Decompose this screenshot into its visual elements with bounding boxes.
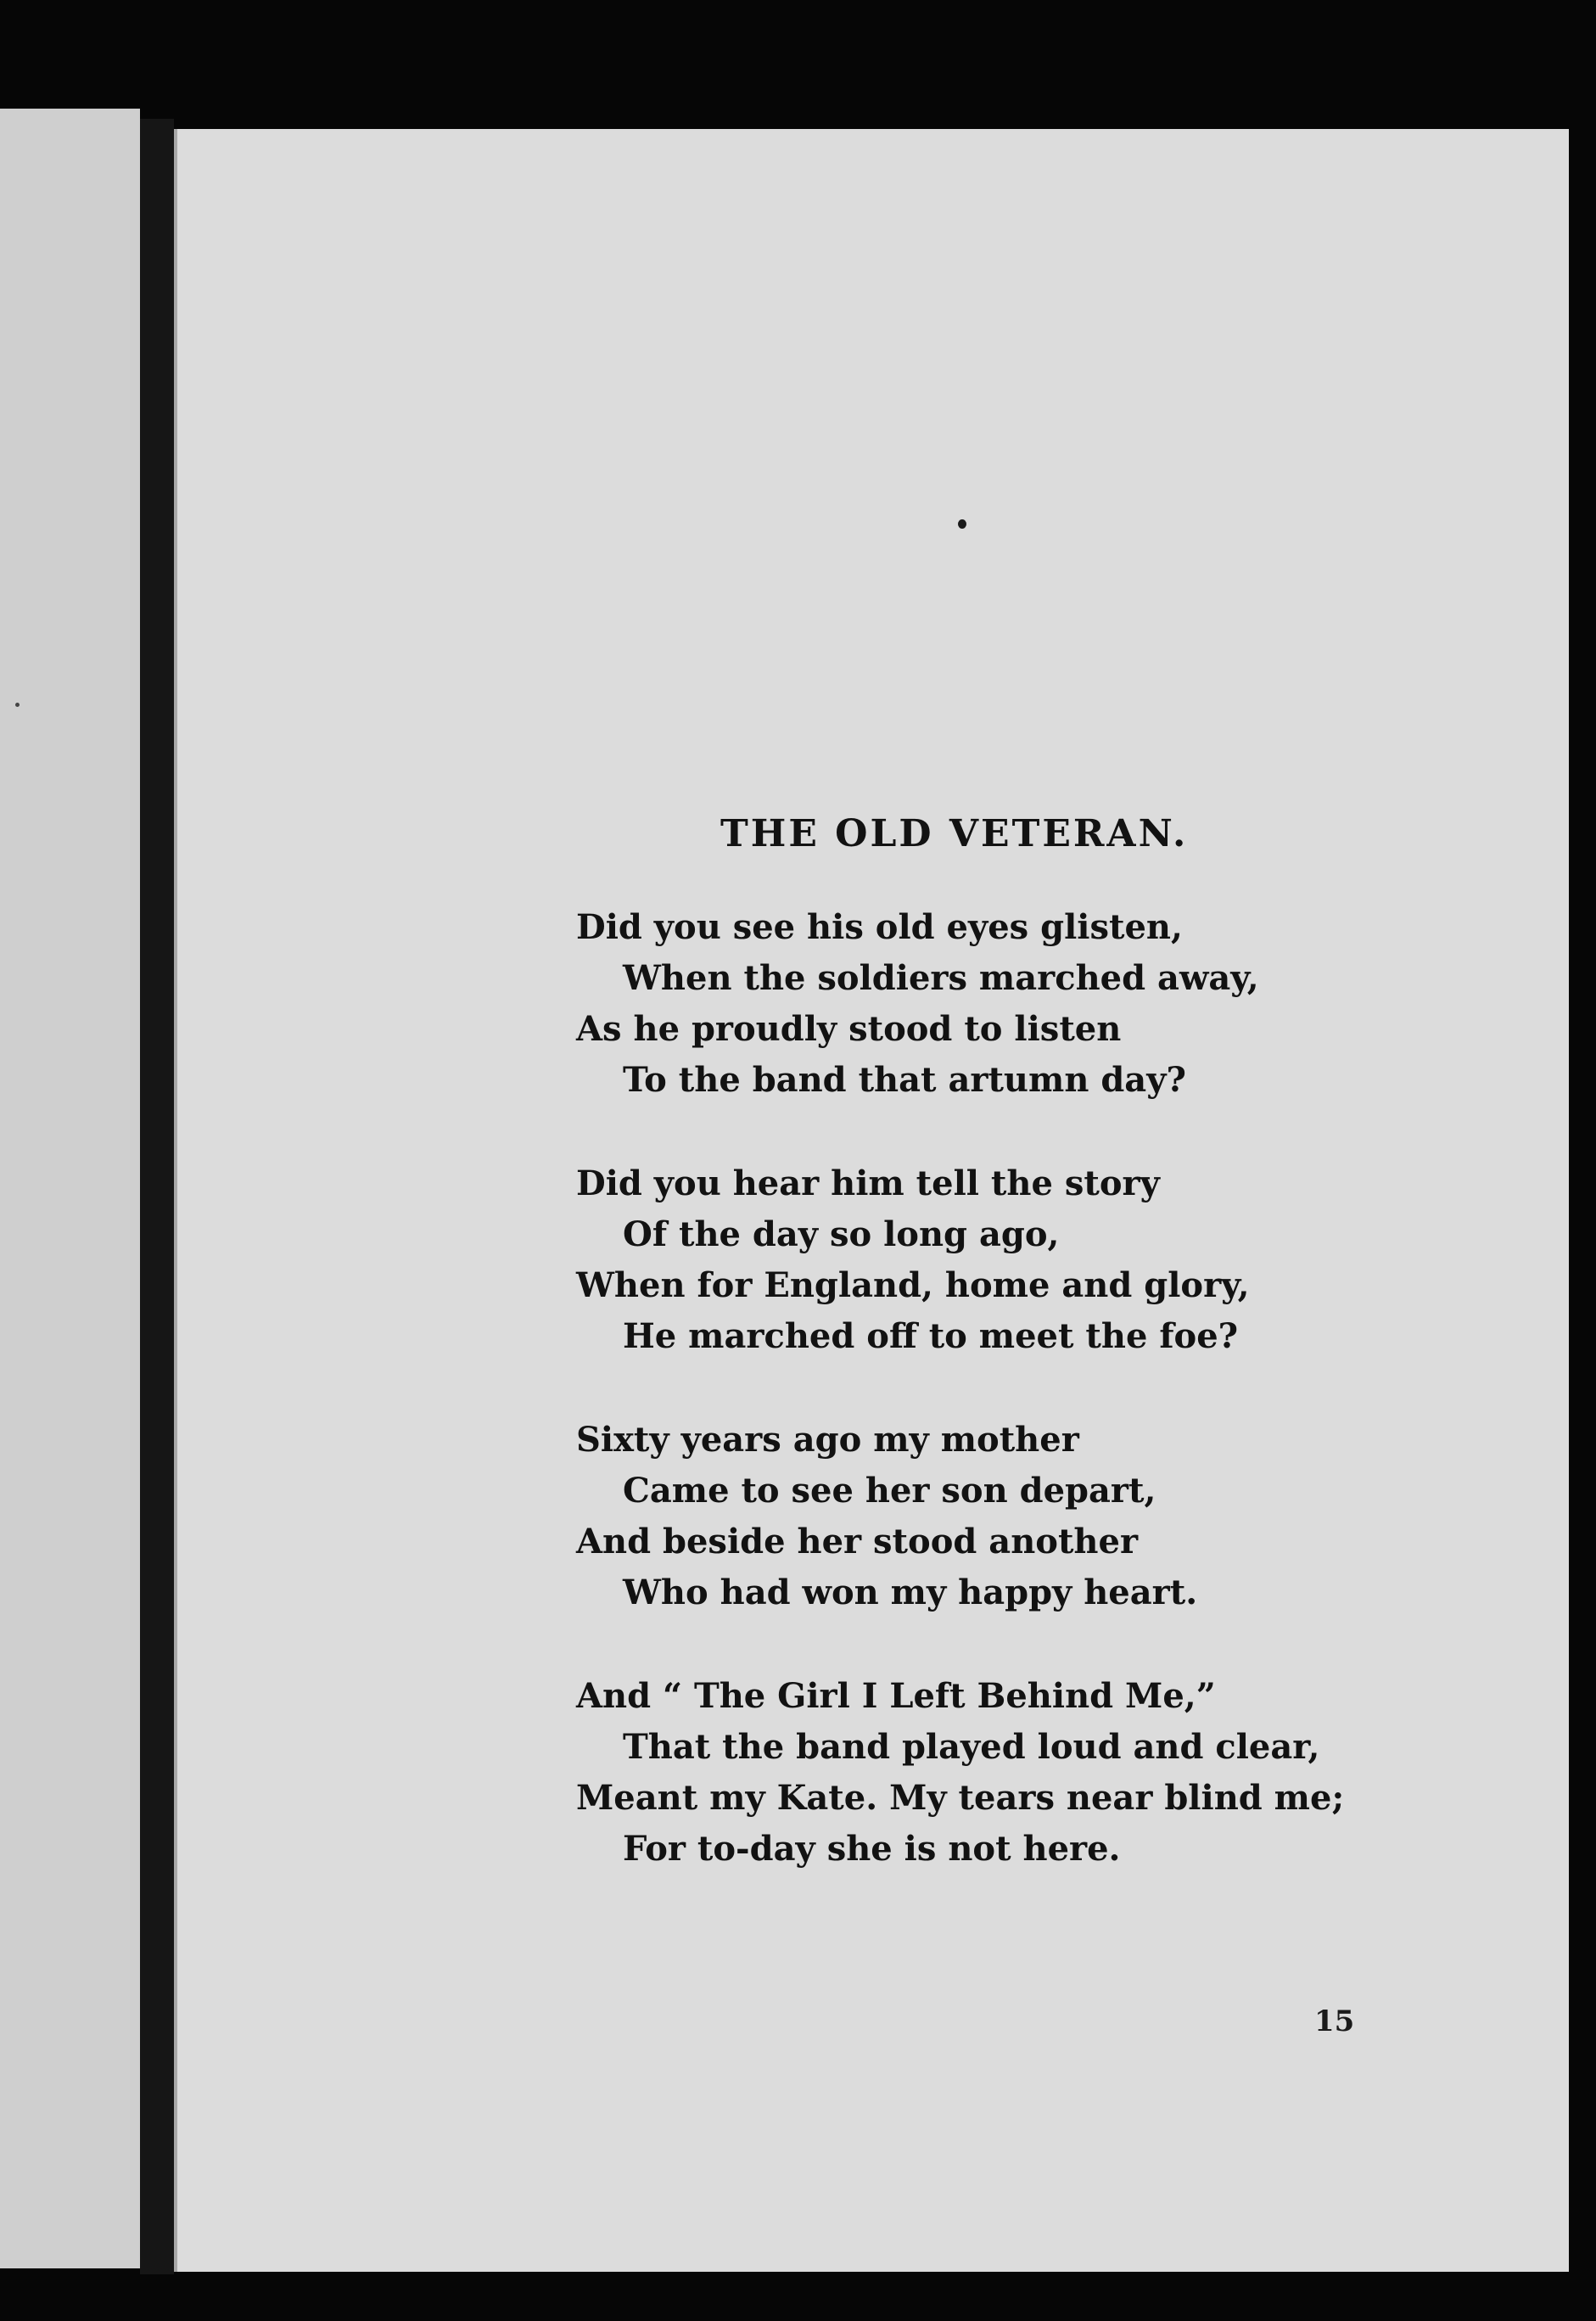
poem-title: THE OLD VETERAN. — [720, 812, 1189, 855]
stanza-3 — [576, 1415, 1509, 1618]
poem-line: Who had won my happy heart. — [623, 1573, 1198, 1612]
left-page-edge — [0, 109, 140, 2268]
poem-line: And “ The Girl I Left Behind Me,” — [576, 1676, 1216, 1716]
poem-line: And beside her stood another — [576, 1522, 1139, 1561]
stanza-2 — [576, 1158, 1509, 1362]
poem-line: As he proudly stood to listen — [576, 1009, 1122, 1049]
poem-line: When the soldiers marched away, — [623, 958, 1259, 998]
page-speck — [15, 703, 20, 707]
poem-line: He marched off to meet the foe? — [623, 1316, 1239, 1356]
book-binding — [140, 119, 174, 2274]
page-number: 15 — [1314, 2004, 1355, 2038]
poem-line: Did you see his old eyes glisten, — [576, 907, 1183, 947]
poem — [576, 812, 1509, 1927]
poem-line: Did you hear him tell the story — [576, 1163, 1160, 1203]
poem-line: To the band that artumn day? — [623, 1060, 1186, 1100]
stanza-1 — [576, 902, 1509, 1106]
poem-line: For to-day she is not here. — [623, 1829, 1121, 1869]
poem-line: Came to see her son depart, — [623, 1471, 1156, 1511]
poem-line: Sixty years ago my mother — [576, 1420, 1079, 1460]
poem-line: Meant my Kate. My tears near blind me; — [576, 1778, 1345, 1818]
page-speck — [958, 519, 966, 529]
poem-line: That the band played loud and clear, — [623, 1727, 1320, 1767]
poem-line: Of the day so long ago, — [623, 1214, 1060, 1254]
book-page — [174, 129, 1569, 2272]
poem-line: When for England, home and glory, — [576, 1265, 1250, 1305]
stanza-4 — [576, 1671, 1509, 1875]
